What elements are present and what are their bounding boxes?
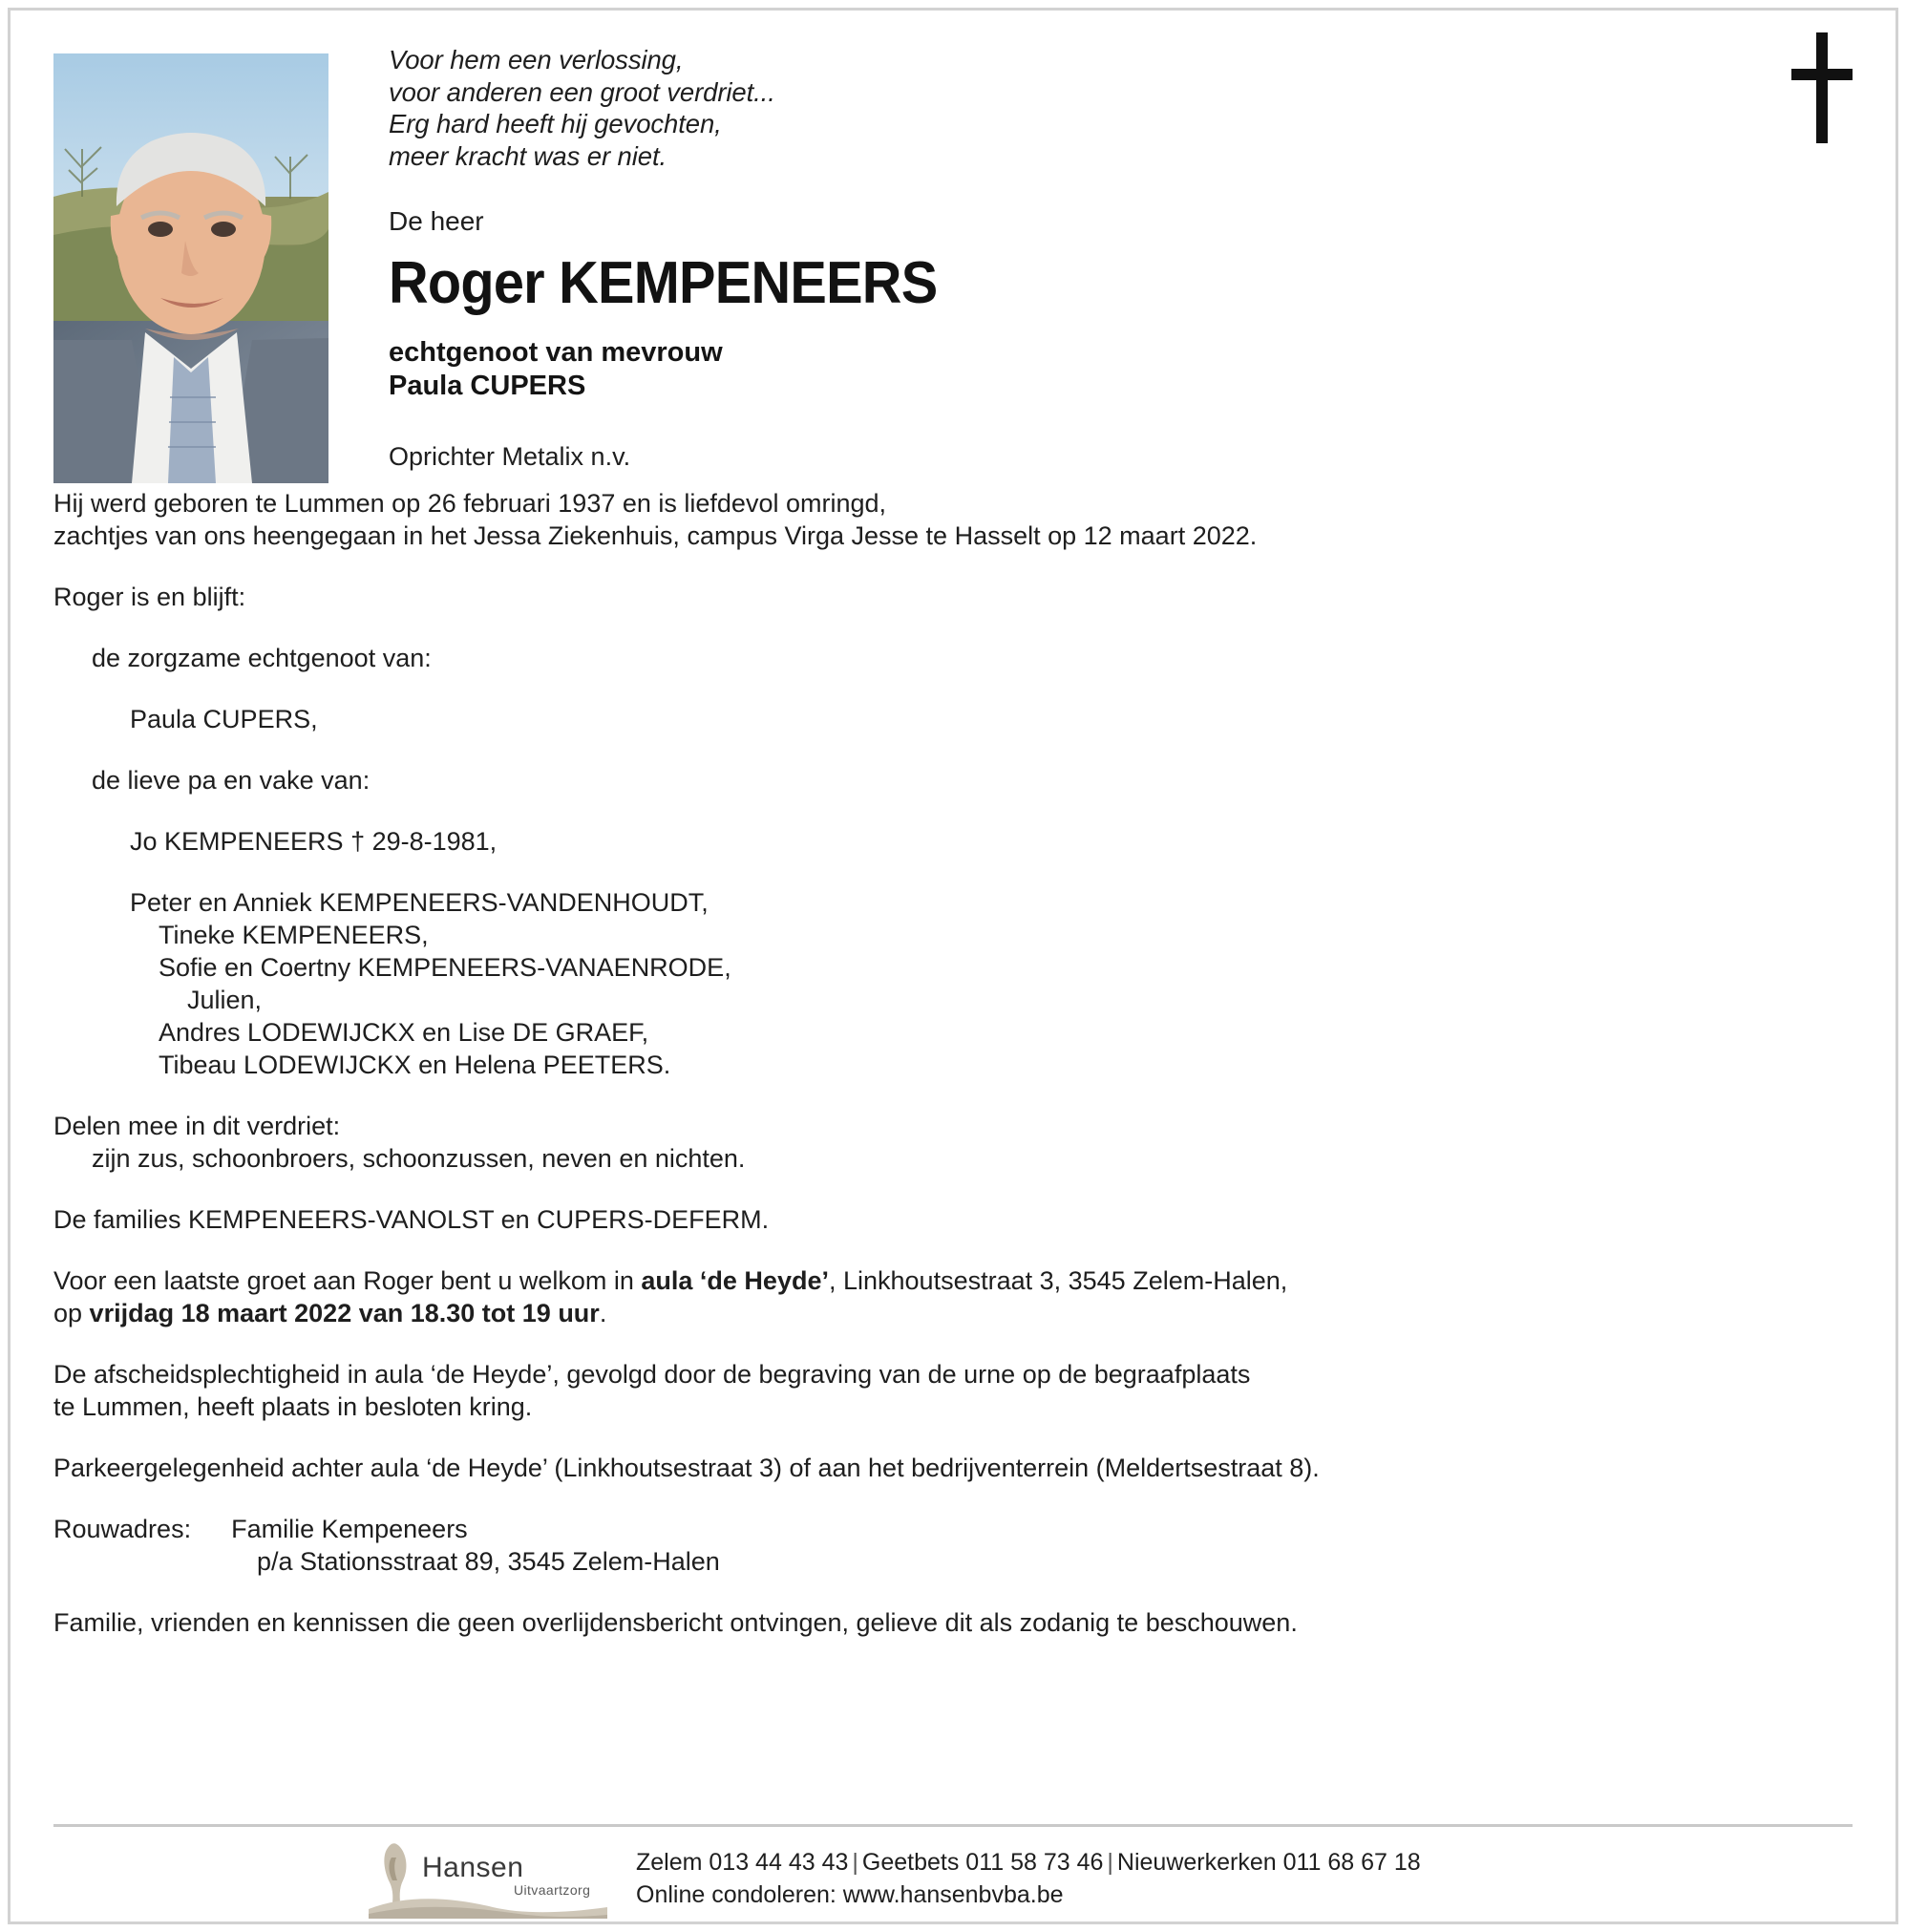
- condolence-line-1: [53, 1513, 1853, 1545]
- footer: [53, 1824, 1853, 1919]
- condolence-line-2: p/a Stationsstraat 89, 3545 Zelem-Halen: [257, 1547, 720, 1576]
- deceased-child: Jo KEMPENEERS † 29-8-1981,: [130, 827, 498, 856]
- list-item: Peter en Anniek KEMPENEERS-VANDENHOUDT,: [130, 888, 709, 917]
- visitation-post: , Linkhoutsestraat 3, 3545 Zelem-Halen,: [828, 1266, 1288, 1295]
- survivors-intro: Roger is en blijft:: [53, 583, 246, 611]
- visitation-line-1: [53, 1264, 1853, 1297]
- list-item: Andres LODEWIJCKX en Lise DE GRAEF,: [159, 1018, 649, 1047]
- contact-zelem: Zelem 013 44 43 43: [636, 1849, 849, 1876]
- poem-line: meer kracht was er niet.: [389, 140, 667, 171]
- children-section-heading: de lieve pa en vake van:: [92, 766, 371, 795]
- contact-separator: |: [1107, 1849, 1113, 1876]
- poem-line: voor anderen een groot verdriet...: [389, 76, 775, 107]
- birth-line: Hij werd geboren te Lummen op 26 februari 1937 en is liefdevol omringd,: [53, 489, 887, 518]
- birth-death-paragraph: [53, 487, 1853, 552]
- visitation-datetime: vrijdag 18 maart 2022 van 18.30 tot 19 uur: [89, 1299, 600, 1327]
- poem-line: Erg hard heeft hij gevochten,: [389, 109, 722, 138]
- contact-nieuwerkerken: Nieuwerkerken 011 68 67 18: [1116, 1849, 1421, 1876]
- list-item: Tibeau LODEWIJCKX en Helena PEETERS.: [159, 1051, 671, 1079]
- spouse-name: Paula CUPERS: [389, 371, 586, 401]
- mourners-text: zijn zus, schoonbroers, schoonzussen, neven en nichten.: [92, 1144, 746, 1173]
- parking-info: Parkeergelegenheid achter aula ‘de Heyde’ (Linkhoutsestraat 3) of aan het bedrijventerrein (Meldertsestraat 8).: [53, 1454, 1320, 1482]
- list-item: Tineke KEMPENEERS,: [159, 921, 429, 949]
- spouse-section-name: Paula CUPERS,: [130, 705, 318, 733]
- ceremony-line: te Lummen, heeft plaats in besloten kring.: [53, 1392, 533, 1421]
- contact-separator: |: [852, 1849, 858, 1876]
- portrait-photo: [53, 53, 328, 483]
- salutation: De heer: [389, 206, 484, 236]
- mourners-paragraph: [53, 1110, 1853, 1175]
- header-block: [53, 32, 1853, 481]
- footer-contact: [636, 1846, 1421, 1911]
- condolence-address: [53, 1513, 1853, 1578]
- visitation-line-2: [53, 1297, 1853, 1329]
- spouse-label: echtgenoot van mevrouw: [389, 337, 723, 368]
- condolence-label: Rouwadres:: [53, 1515, 192, 1543]
- visitation-pre: Voor een laatste groet aan Roger bent u welkom in: [53, 1266, 642, 1295]
- closing-note: Familie, vrienden en kennissen die geen overlijdensbericht ontvingen, gelieve dit als zodanig te beschouwen.: [53, 1608, 1298, 1637]
- families-line: De families KEMPENEERS-VANOLST en CUPERS-DEFERM.: [53, 1205, 770, 1234]
- list-item: Sofie en Coertny KEMPENEERS-VANAENRODE,: [159, 953, 731, 982]
- death-line: zachtjes van ons heengegaan in het Jessa Ziekenhuis, campus Virga Jesse te Hasselt op 12 maart 2022.: [53, 521, 1258, 550]
- spouse-section-heading: de zorgzame echtgenoot van:: [92, 644, 432, 672]
- visitation-date-post: .: [599, 1299, 607, 1327]
- ceremony-line: De afscheidsplechtigheid in aula ‘de Heyde’, gevolgd door de begraving van de urne op de begraafplaats: [53, 1360, 1251, 1389]
- contact-phones: [636, 1846, 1421, 1879]
- list-item: Julien,: [187, 986, 263, 1014]
- poem-block: [389, 44, 1853, 172]
- mourners-heading: Delen mee in dit verdriet:: [53, 1112, 341, 1140]
- body-content: [53, 487, 1853, 1639]
- condolence-family: Familie Kempeneers: [231, 1515, 468, 1543]
- hansen-logo: [369, 1838, 607, 1919]
- children-list: [53, 886, 1853, 1081]
- logo-name: Hansen: [422, 1852, 524, 1883]
- visitation-venue: aula ‘de Heyde’: [641, 1266, 829, 1295]
- contact-geetbets: Geetbets 011 58 73 46: [861, 1849, 1104, 1876]
- spouse-block: [389, 336, 1853, 403]
- visitation-paragraph: [53, 1264, 1853, 1329]
- visitation-date-pre: op: [53, 1299, 90, 1327]
- poem-line: Voor hem een verlossing,: [389, 45, 684, 74]
- logo-subtitle: Uitvaartzorg: [514, 1882, 591, 1898]
- deceased-name: Roger KEMPENEERS: [389, 250, 938, 316]
- occupation: Oprichter Metalix n.v.: [389, 442, 631, 471]
- contact-website[interactable]: Online condoleren: www.hansenbvba.be: [636, 1881, 1064, 1908]
- ceremony-paragraph: [53, 1358, 1853, 1423]
